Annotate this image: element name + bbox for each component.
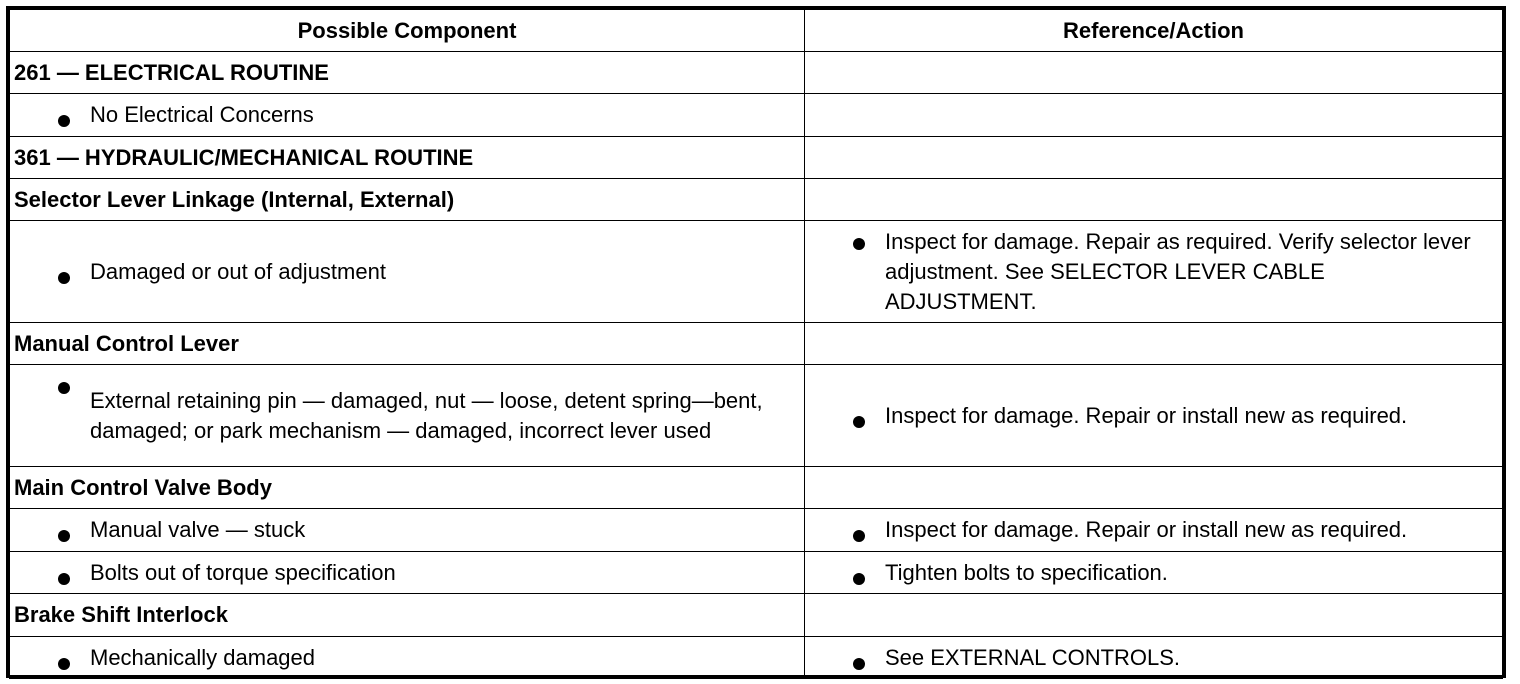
bullet-icon (853, 573, 865, 585)
component-cell (10, 637, 805, 679)
action-cell (805, 323, 1503, 365)
component-cell (10, 365, 805, 467)
bullet-icon (853, 238, 865, 250)
component-cell (10, 94, 805, 137)
action-cell (805, 594, 1503, 637)
component-cell (10, 221, 805, 323)
table-row (10, 552, 1503, 594)
action-cell (805, 365, 1503, 467)
table-row (10, 323, 1503, 365)
action-text: Inspect for damage. Repair or install new as required. (885, 517, 1408, 542)
header-reference-action: Reference/Action (805, 10, 1503, 52)
bullet-icon (853, 530, 865, 542)
table-row (10, 509, 1503, 552)
action-text: Tighten bolts to specification. (885, 559, 1168, 585)
diagnostic-table (9, 9, 1503, 679)
action-cell (805, 94, 1503, 137)
action-cell (805, 52, 1503, 94)
section-title: Selector Lever Linkage (Internal, External) (10, 179, 805, 221)
table-row (10, 179, 1503, 221)
table-row (10, 594, 1503, 637)
bullet-icon (58, 272, 70, 284)
component-cell (10, 552, 805, 594)
section-title: 361 — HYDRAULIC/MECHANICAL ROUTINE (10, 137, 805, 179)
action-cell (805, 637, 1503, 679)
section-title: 261 — ELECTRICAL ROUTINE (10, 52, 805, 94)
section-title: Manual Control Lever (10, 323, 805, 365)
section-title: Brake Shift Interlock (10, 594, 805, 637)
component-text: No Electrical Concerns (90, 102, 314, 127)
table-row (10, 52, 1503, 94)
component-text: Manual valve — stuck (90, 517, 306, 542)
table-row (10, 467, 1503, 509)
component-cell (10, 509, 805, 552)
table-row (10, 637, 1503, 679)
action-cell (805, 509, 1503, 552)
bullet-icon (58, 115, 70, 127)
component-text: Damaged or out of adjustment (90, 258, 386, 284)
table-row (10, 137, 1503, 179)
action-cell (805, 221, 1503, 323)
table-row (10, 365, 1503, 467)
table-header-row (10, 10, 1503, 52)
action-text: See EXTERNAL CONTROLS. (885, 644, 1181, 670)
table-row (10, 94, 1503, 137)
action-cell (805, 179, 1503, 221)
bullet-icon (58, 382, 70, 394)
section-title: Main Control Valve Body (10, 467, 805, 509)
action-cell (805, 552, 1503, 594)
component-text: Bolts out of torque specification (90, 559, 396, 585)
table-row (10, 221, 1503, 323)
bullet-icon (853, 658, 865, 670)
action-text: Inspect for damage. Repair as required. Verify selector lever adjustment. See SELECTOR LEVER CABLE ADJUSTMENT. (885, 228, 1471, 314)
action-cell (805, 137, 1503, 179)
component-text: External retaining pin — damaged, nut — loose, detent spring—bent, damaged; or park mechanism — damaged, incorrect lever used (90, 387, 763, 443)
bullet-icon (58, 573, 70, 585)
bullet-icon (58, 530, 70, 542)
action-text: Inspect for damage. Repair or install new as required. (885, 402, 1408, 428)
bullet-icon (58, 658, 70, 670)
diagnostic-table-container (6, 6, 1506, 678)
component-text: Mechanically damaged (90, 644, 316, 670)
action-cell (805, 467, 1503, 509)
bullet-icon (853, 416, 865, 428)
header-possible-component: Possible Component (10, 10, 805, 52)
